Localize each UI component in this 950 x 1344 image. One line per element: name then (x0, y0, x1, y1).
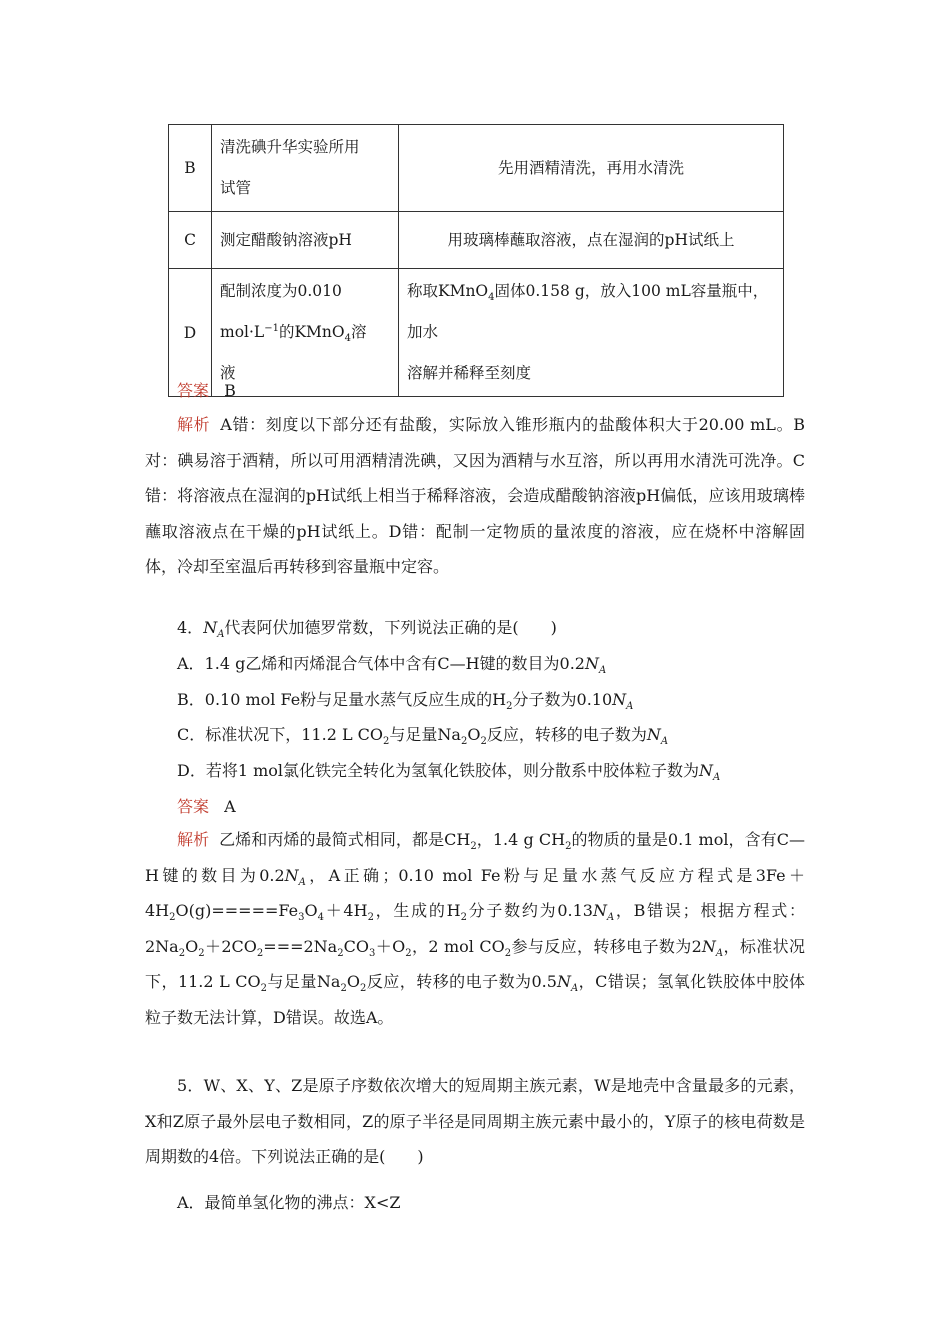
question-5-option-a: A．最简单氢化物的沸点：X<Z (177, 1193, 401, 1212)
row-operation: 称取KMnO$_4$固体0.158 g，放入100 mL容量瓶中，加水 溶解并稀释至刻度 (399, 269, 784, 397)
analysis-1 (145, 407, 805, 585)
row-operation: 先用酒精清洗，再用水清洗 (399, 125, 784, 212)
table-row (169, 269, 784, 397)
row-task: 清洗碘升华实验所用 试管 (212, 125, 399, 212)
analysis-label: 解析 (177, 830, 210, 849)
row-task: 配制浓度为0.010 $mol\cdot L^{-1}$的KMnO$_4$溶 液 (212, 269, 399, 397)
answer-label: 答案 (177, 381, 210, 400)
analysis-label: 解析 (177, 415, 211, 434)
answer-value: B (224, 381, 236, 400)
options-table (168, 124, 784, 397)
analysis-2: 解析 乙烯和丙烯的最简式相同，都是$CH_2$，1.4 g $CH_2$的物质的量是0.1 mol，含有C—H键的数目为$0.2N_A$，A正确；0.10 mol Fe粉与足量水蒸气反应方程式是$3Fe+4H_2O(g)=====Fe_3O_4+4H_2$，生成的$H_2$分子数约为$0.13N_A$，B错误；根据方程式：$2Na_2O_2+2CO_2===2Na_2CO_3+O_2$，2 mol $CO_2$参与反应，转移电子数为$2N_A$，标准状况下，11.2 L $CO_2$与足量$Na_2O_2$反应，转移的电子数为$0.5N_A$，C错误；氢氧化铁胶体中胶体粒子数无法计算，D错误。故选A。 (145, 830, 805, 1027)
table-row (169, 125, 784, 212)
table-row (169, 212, 784, 269)
answer-label: 答案 (177, 797, 210, 816)
row-operation: 用玻璃棒蘸取溶液，点在湿润的pH试纸上 (399, 212, 784, 269)
question-4-option-d: D．若将1 mol氯化铁完全转化为氢氧化铁胶体，则分散系中胶体粒子数为$N_A$ (177, 761, 721, 784)
question-4-option-b: B．0.10 mol Fe粉与足量水蒸气反应生成的$H_2$分子数为$0.10N_A$ (177, 690, 634, 713)
row-task: 测定醋酸钠溶液pH (212, 212, 399, 269)
analysis-text: A错：刻度以下部分还有盐酸，实际放入锥形瓶内的盐酸体积大于20.00 mL。B对：碘易溶于酒精，所以可用酒精清洗碘，又因为酒精与水互溶，所以再用水清洗可洗净。C错：将溶液点在湿润的pH试纸上相当于稀释溶液，会造成醋酸钠溶液pH偏低，应该用玻璃棒蘸取溶液点在干燥的pH试纸上。D错：配制一定物质的量浓度的溶液，应在烧杯中溶解固体，冷却至室温后再转移到容量瓶中定容。 (145, 415, 805, 577)
question-4-option-a: A．1.4 g乙烯和丙烯混合气体中含有C—H键的数目为$0.2N_A$ (177, 654, 607, 677)
question-4-stem: 4．$N_A$代表阿伏加德罗常数，下列说法正确的是( ) (177, 618, 557, 641)
question-4-option-c: C．标准状况下，11.2 L $CO_2$与足量$Na_2O_2$反应，转移的电子数为$N_A$ (177, 725, 669, 748)
row-label: C (169, 212, 212, 269)
answer-1 (177, 381, 236, 401)
row-label: D (169, 269, 212, 397)
row-label: B (169, 125, 212, 212)
answer-2 (177, 797, 236, 817)
question-5-stem: 5．W、X、Y、Z是原子序数依次增大的短周期主族元素，W是地壳中含量最多的元素，X和Z原子最外层电子数相同，Z的原子半径是同周期主族元素中最小的，Y原子的核电荷数是周期数的4倍。下列说法正确的是( ) (145, 1076, 805, 1167)
answer-value: A (224, 797, 236, 816)
